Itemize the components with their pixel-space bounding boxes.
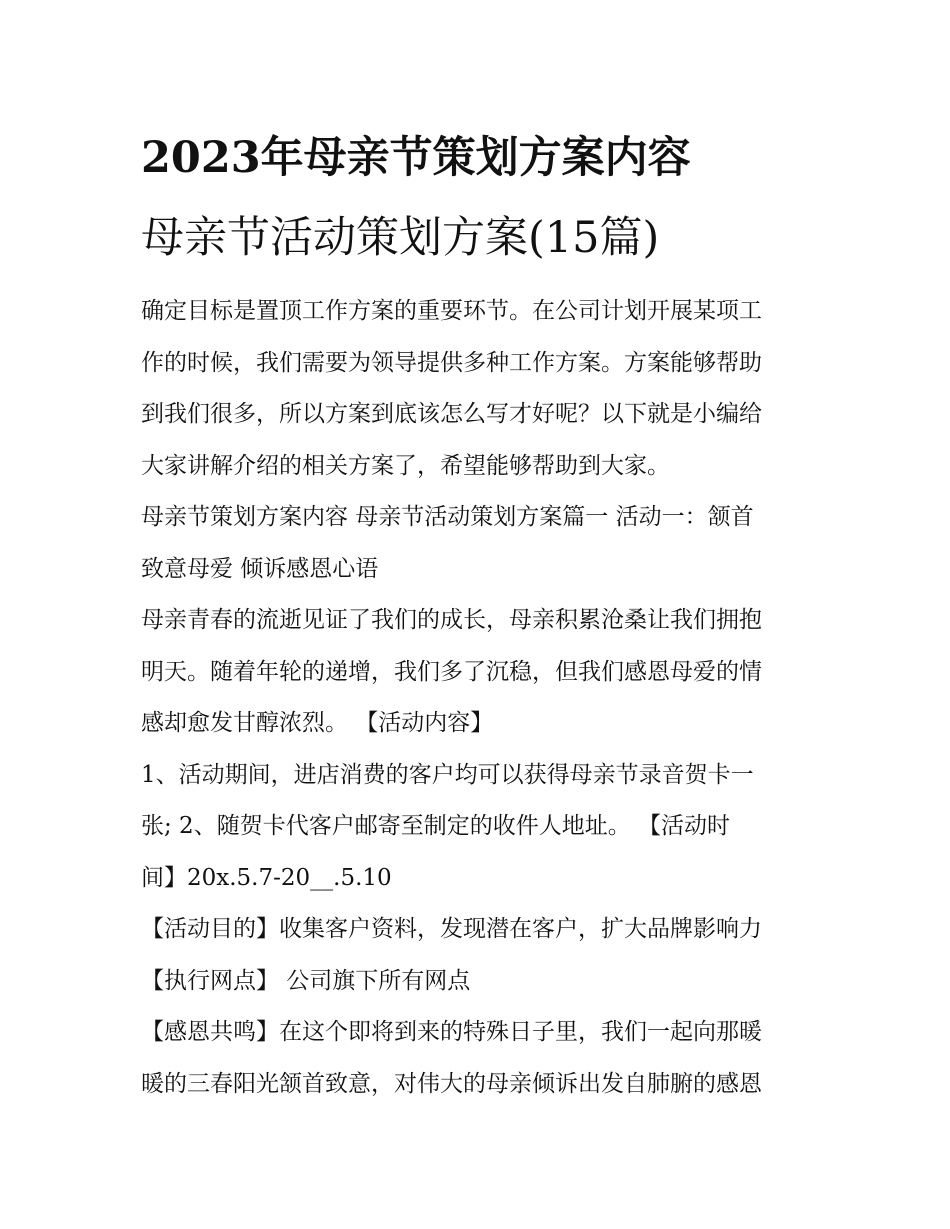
- title-line-1: 2023年母亲节策划方案内容: [141, 133, 691, 183]
- text-line: 【感恩共鸣】在这个即将到来的特殊日子里，我们一起向那暖: [141, 1019, 762, 1045]
- document-body: [141, 286, 813, 1110]
- document-content: [141, 118, 813, 1110]
- text-line: 明天。随着年轮的递增，我们多了沉稳，但我们感恩母爱的情: [141, 658, 762, 685]
- title-line-2: 母亲节活动策划方案(15篇): [141, 213, 660, 263]
- text-line: 到我们很多，所以方案到底该怎么写才好呢？以下就是小编给: [141, 401, 762, 427]
- text-line: 间】20x.5.7-20__.5.10: [141, 864, 392, 891]
- text-line: 【活动目的】收集客户资料，发现潜在客户，扩大品牌影响力: [141, 916, 762, 942]
- text-line: 1、活动期间，进店消费的客户均可以获得母亲节录音贺卡一: [141, 761, 754, 788]
- paragraph-section-heading: [141, 492, 813, 595]
- text-line: 致意母爱 倾诉感恩心语: [141, 555, 379, 582]
- paragraph-activity-content: [141, 750, 813, 905]
- text-line: 【执行网点】 公司旗下所有网点: [141, 967, 471, 994]
- text-line: 张; 2、随贺卡代客户邮寄至制定的收件人地址。 【活动时: [141, 813, 731, 839]
- text-line: 确定目标是置顶工作方案的重要环节。在公司计划开展某项工: [141, 298, 762, 324]
- text-line: 暖的三春阳光颔首致意，对伟大的母亲倾诉出发自肺腑的感恩: [141, 1070, 762, 1097]
- paragraph-execution-outlets: [141, 956, 813, 1008]
- paragraph-gratitude: [141, 1007, 813, 1110]
- paragraph-intro: [141, 286, 813, 492]
- paragraph-activity-purpose: [141, 904, 813, 956]
- text-line: 感却愈发甘醇浓烈。 【活动内容】: [141, 710, 494, 736]
- text-line: 母亲青春的流逝见证了我们的成长，母亲积累沧桑让我们拥抱: [141, 607, 762, 633]
- text-line: 大家讲解介绍的相关方案了，希望能够帮助到大家。: [141, 452, 670, 479]
- document-title: [141, 118, 813, 278]
- text-line: 母亲节策划方案内容 母亲节活动策划方案篇一 活动一：颔首: [141, 504, 754, 530]
- paragraph-mother-youth: [141, 595, 813, 750]
- text-line: 作的时候，我们需要为领导提供多种工作方案。方案能够帮助: [141, 349, 762, 376]
